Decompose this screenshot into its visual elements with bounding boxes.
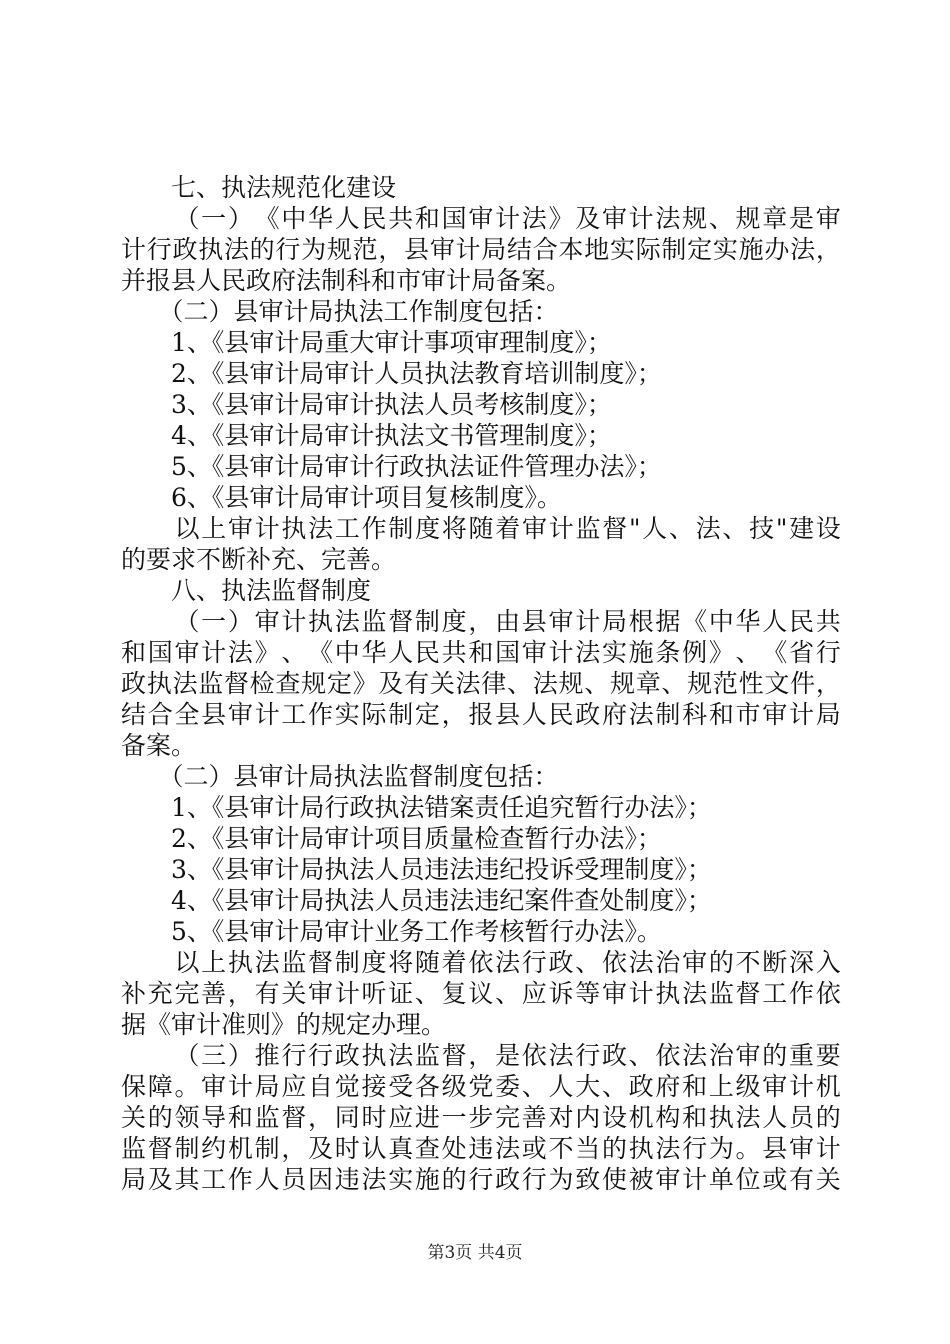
section-heading: 七、执法规范化建设 (121, 173, 397, 202)
paragraph-line: 以 上 审 计 执 法 工 作 制 度 将 随 着 审 计 监 督 " 人 、 法 、 技 " 建 设 (174, 514, 841, 543)
paragraph-line: 的要求不断补充、完善。 (121, 545, 397, 574)
paragraph-line: 保 障 。 审 计 局 应 自 觉 接 受 各 级 党 委 、 人 大 、 政 府 和 上 级 审 计 机 (121, 1072, 841, 1101)
paragraph-line: （二）县审计局执法工作制度包括： (121, 297, 559, 326)
list-item: 3、《县审计局审计执法人员考核制度》； (121, 390, 612, 419)
paragraph-line: 据《审计准则》的规定办理。 (121, 1010, 447, 1039)
paragraph-line: 并报县人民政府法制科和市审计局备案。 (121, 266, 572, 295)
paragraph-line: 监 督 制 约 机 制 ， 及 时 认 真 查 处 违 法 或 不 当 的 执 法 行 为 。 县 审 计 (121, 1134, 841, 1163)
list-item: 6、《县审计局审计项目复核制度》。 (121, 483, 562, 512)
list-item: 4、《县审计局审计执法文书管理制度》； (121, 421, 612, 450)
paragraph-line: 政 执 法 监 督 检 查 规 定 》 及 有 关 法 律 、 法 规 、 规 章 、 规 范 性 文 件 ， (121, 669, 841, 698)
paragraph-line: （ 三 ） 推 行 行 政 执 法 监 督 ， 是 依 法 行 政 、 依 法 治 审 的 重 要 (174, 1041, 841, 1070)
page-number-footer: 第3页 共4页 (427, 1243, 523, 1263)
paragraph-line: 补 充 完 善 ， 有 关 审 计 听 证 、 复 议 、 应 诉 等 审 计 执 法 监 督 工 作 依 (121, 979, 841, 1008)
list-item: 5、《县审计局审计行政执法证件管理办法》； (121, 452, 662, 481)
paragraph-line: 和 国 审 计 法 》 、 《 中 华 人 民 共 和 国 审 计 法 实 施 条 例 》 、 《 省 行 (121, 638, 841, 667)
document-body (121, 172, 841, 1195)
paragraph-line: 以 上 执 法 监 督 制 度 将 随 着 依 法 行 政 、 依 法 治 审 的 不 断 深 入 (174, 948, 841, 977)
list-item: 2、《县审计局审计项目质量检查暂行办法》； (121, 824, 662, 853)
paragraph-line: （ 一 ） 《 中 华 人 民 共 和 国 审 计 法 》 及 审 计 法 规 、 规 章 是 审 (174, 204, 841, 233)
list-item: 1、《县审计局重大审计事项审理制度》； (121, 328, 612, 357)
paragraph-line: 关 的 领 导 和 监 督 ， 同 时 应 进 一 步 完 善 对 内 设 机 构 和 执 法 人 员 的 (121, 1103, 841, 1132)
list-item: 1、《县审计局行政执法错案责任追究暂行办法》； (121, 793, 712, 822)
paragraph-line: 局 及 其 工 作 人 员 因 违 法 实 施 的 行 政 行 为 致 使 被 审 计 单 位 或 有 关 (121, 1165, 841, 1194)
paragraph-line: 结 合 全 县 审 计 工 作 实 际 制 定 ， 报 县 人 民 政 府 法 制 科 和 市 审 计 局 (121, 700, 841, 729)
list-item: 2、《县审计局审计人员执法教育培训制度》； (121, 359, 662, 388)
section-heading: 八、执法监督制度 (121, 576, 372, 605)
paragraph-line: 计 行 政 执 法 的 行 为 规 范 ， 县 审 计 局 结 合 本 地 实 际 制 定 实 施 办 法 ， (121, 235, 841, 264)
list-item: 4、《县审计局执法人员违法违纪案件查处制度》； (121, 886, 712, 915)
list-item: 3、《县审计局执法人员违法违纪投诉受理制度》； (121, 855, 712, 884)
paragraph-line: （ 一 ） 审 计 执 法 监 督 制 度 ， 由 县 审 计 局 根 据 《 中 华 人 民 共 (174, 607, 841, 636)
paragraph-line: 备案。 (121, 731, 197, 760)
list-item: 5、《县审计局审计业务工作考核暂行办法》。 (121, 917, 662, 946)
paragraph-line: （二）县审计局执法监督制度包括： (121, 762, 559, 791)
